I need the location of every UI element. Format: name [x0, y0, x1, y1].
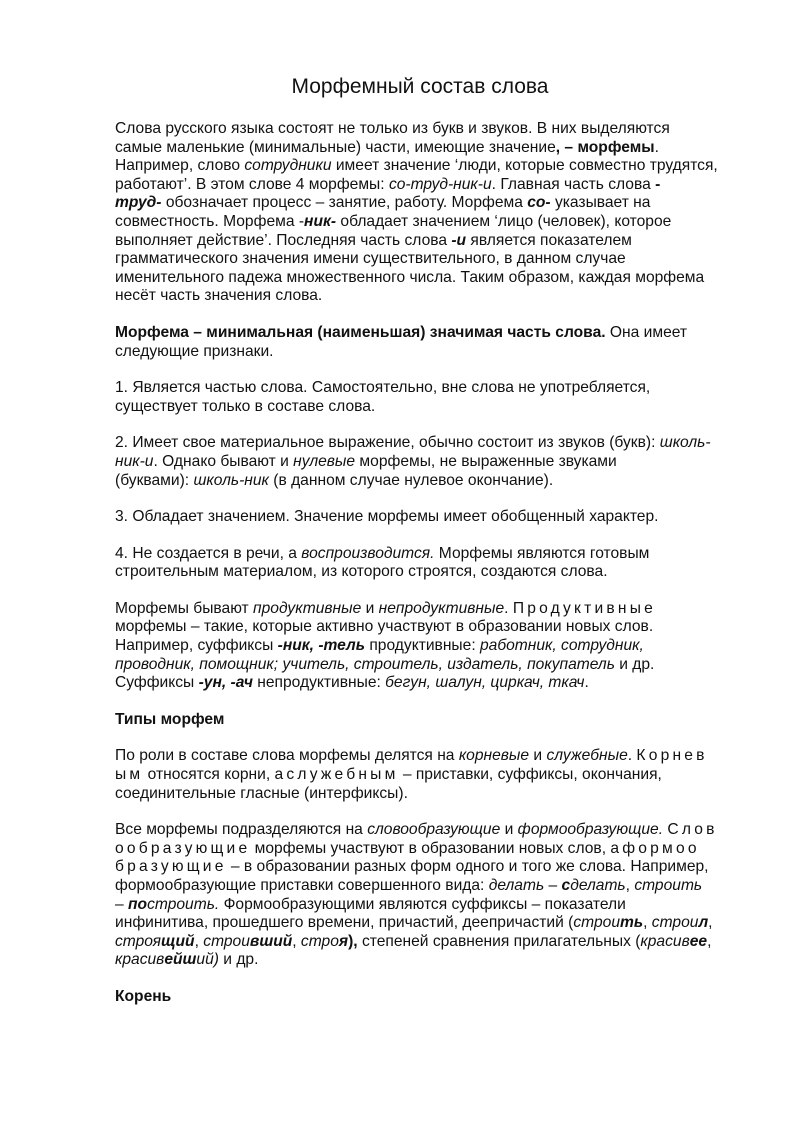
heading-morpheme-types: Типы морфем — [115, 710, 225, 728]
list-item-4: 4. Не создается в речи, а воспроизводится. Морфемы являются готовым строительным материалом, из которого строятся, создаются слова. — [115, 544, 650, 581]
page-title: Морфемный состав слова — [291, 75, 549, 98]
paragraph-definition: Морфема – минимальная (наименьшая) значимая часть слова. Она имеет следующие признаки. — [115, 323, 688, 360]
paragraph-intro: Слова русского языка состоят не только из букв и звуков. В них выделяются самые маленькие (минимальные) части, имеющие значение, – морфемы. Например, слово сотрудники имеет значение ‘люди, которые совместно трудятся, работают’. В этом слове 4 морфемы: со-труд-ник-и. Главная часть слова - труд- обозначает процесс – занятие, работу. Морфема со- указывает на совместность. Морфема -ник- обладает значением ‘лицо (человек), которое выполняет действие’. Последняя часть слова -и является показателем грамматического значения имени существительного, в данном случае именительного падежа множественного числа. Таким образом, каждая морфема несёт часть значения слова. — [115, 120, 718, 305]
paragraph-word-forming: Все морфемы подразделяются на словообразующие и формообразующие. Слов ообразующие морфемы участвуют в образовании новых слов, аформоо бразующие – в образовании разных форм одного и того же слова. Например, формообразующие приставки совершенного вида: делать – сделать, строить – построить. Формообразующими являются суффиксы – показатели инфинитива, прошедшего времени, причастий, деепричастий (строить, строил, строящий, строивший, строя), степеней сравнения прилагательных (красивее, красивейший) и др. — [115, 821, 718, 969]
list-item-1: 1. Является частью слова. Самостоятельно, вне слова не употребляется, существует только в составе слова. — [115, 379, 651, 415]
paragraph-productive: Морфемы бывают продуктивные и непродуктивные. Продуктивные морфемы – такие, которые активно участвуют в образовании новых слов. Например, суффиксы -ник, -тель продуктивные: работник, сотрудник, проводник, помощник; учитель, строитель, издатель, покупатель и др. Суффиксы -ун, -ач непродуктивные: бегун, шалун, циркач, ткач. — [115, 599, 656, 692]
heading-root: Корень — [115, 987, 172, 1005]
list-item-3: 3. Обладает значением. Значение морфемы имеет обобщенный характер. — [115, 508, 659, 526]
paragraph-roles: По роли в составе слова морфемы делятся на корневые и служебные. Корнев ым относятся корни, аслужебным – приставки, суффиксы, окончания, соединительные гласные (интерфиксы). — [115, 747, 708, 802]
list-item-2: 2. Имеет свое материальное выражение, обычно состоит из звуков (букв): школь- ник-и. Однако бывают и нулевые морфемы, не выраженные звуками (буквами): школь-ник (в данном случае нулевое окончание). — [115, 434, 711, 489]
